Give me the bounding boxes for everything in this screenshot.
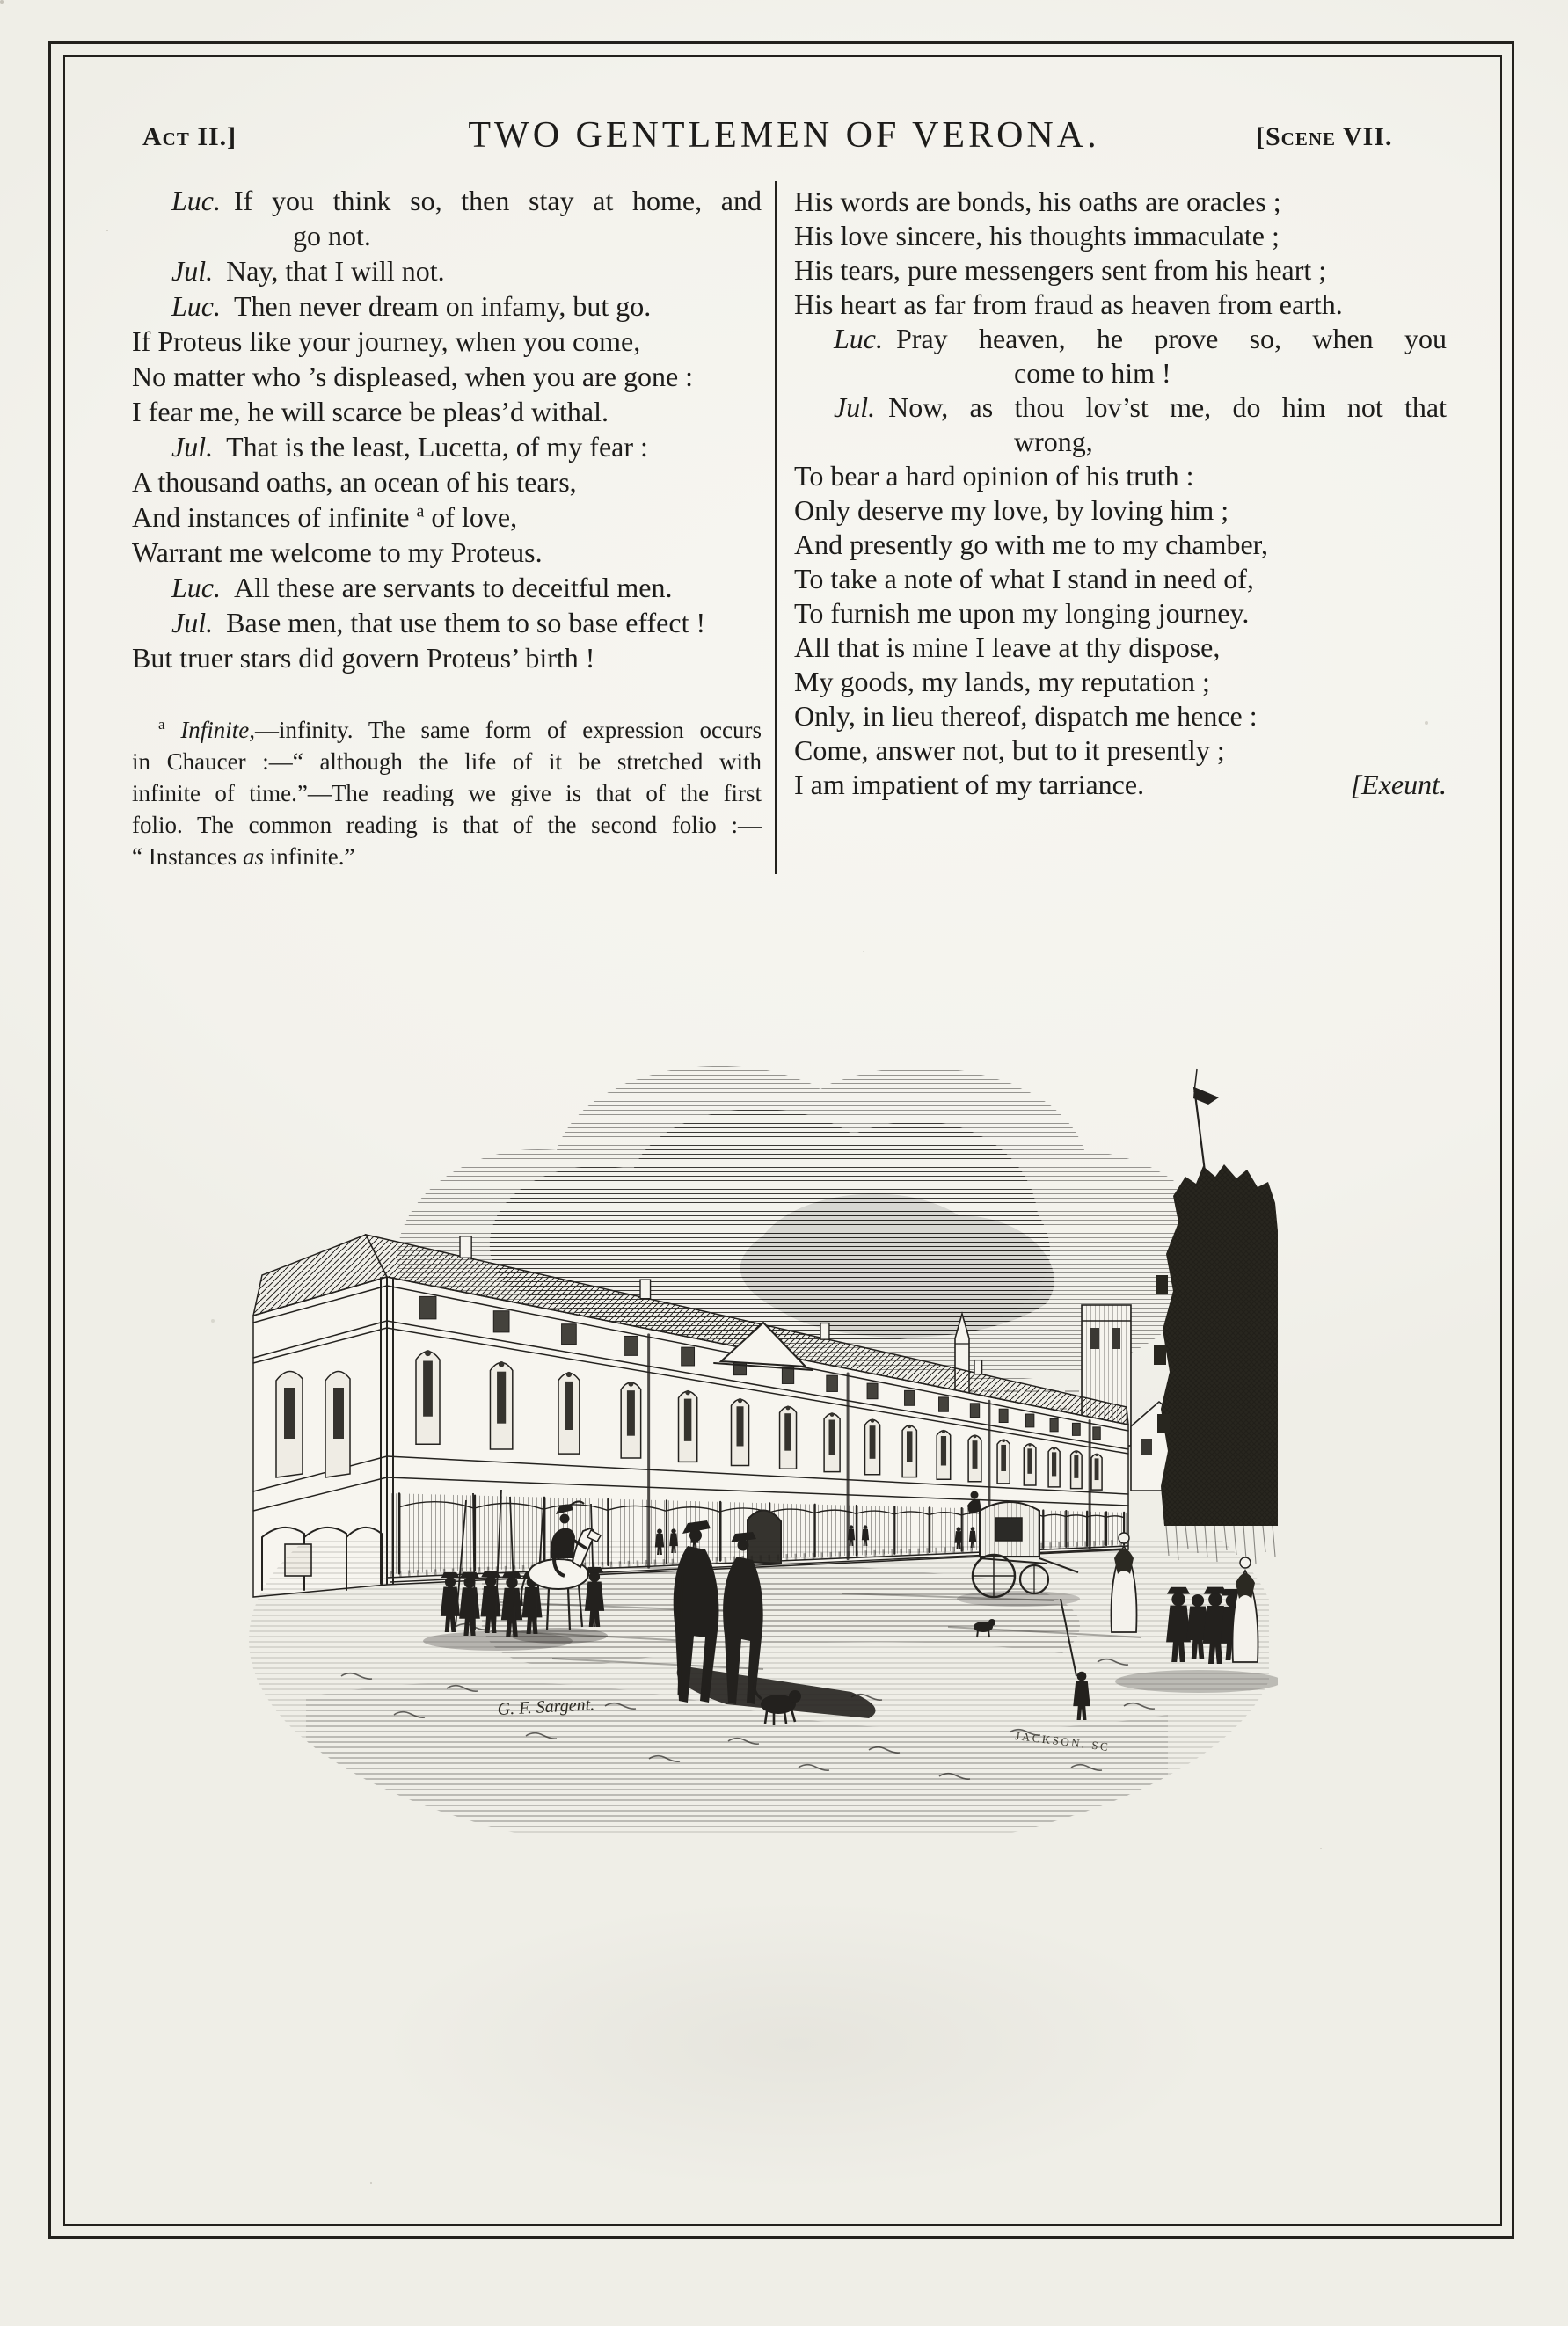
column-rule [775,181,777,874]
verse-line [794,356,1447,390]
verse-line [794,528,1447,562]
verse-line [794,459,1447,493]
text-column-left [132,183,762,675]
verse-line [132,183,762,218]
verse-line [794,425,1447,459]
verse-line [794,493,1447,528]
verse-line [794,288,1447,322]
verse-text: To furnish me upon my longing journey. [794,597,1250,629]
verse-text: My goods, my lands, my reputation ; [794,666,1210,697]
verse-line [132,464,762,499]
verse-text: Warrant me welcome to my Proteus. [132,536,543,568]
verse-line [132,429,762,464]
verse-line [132,640,762,675]
verse-text: Only, in lieu thereof, dispatch me hence : [794,700,1258,732]
verse-line [794,596,1447,631]
verse-text: Then never dream on infamy, but go. [234,290,652,322]
verse-text: All that is mine I leave at thy dispose, [794,631,1221,663]
verse-text: To bear a hard opinion of his truth : [794,460,1194,492]
verse-text: If you think so, then stay at home, and [234,185,762,216]
speaker-name: Luc. [171,290,221,322]
verse-line [132,499,762,535]
verse-text: I fear me, he will scarce be pleas’d withal. [132,396,609,427]
verse-line [794,185,1447,219]
speaker-name: Jul. [834,391,876,423]
verse-line [794,768,1447,802]
speaker-name: Luc. [834,323,883,354]
verse-text: And presently go with me to my chamber, [794,529,1269,560]
verse-text: go not. [293,220,371,252]
footnote-line [132,841,762,872]
footnote-line [132,714,762,746]
footnote-text: in Chaucer :—“ although the life of it be stretched with [132,748,762,775]
verse-text: Come, answer not, but to it presently ; [794,734,1225,766]
running-head-scene: [Scene VII. [1256,122,1393,151]
footnote-text: infinite of time.”—The reading we give is that of the first [132,780,762,806]
verse-text: His heart as far from fraud as heaven from earth. [794,288,1343,320]
verse-line [794,562,1447,596]
running-head-act: Act II.] [142,122,237,151]
verse-text: And instances of infinite [132,501,410,533]
verse-text: His love sincere, his thoughts immaculate ; [794,220,1280,252]
verse-line [794,253,1447,288]
verse-text: Only deserve my love, by loving him ; [794,494,1229,526]
verse-text: Base men, that use them to so base effect ! [226,607,706,638]
verse-text: His tears, pure messengers sent from his heart ; [794,254,1327,286]
verse-text: Nay, that I will not. [226,255,445,287]
footnote-text: —infinity. The same form of expression occurs [255,717,762,743]
verse-line [794,390,1447,425]
footnote-text: infinite.” [263,843,355,870]
speaker-name: Jul. [171,607,214,638]
verse-text: Pray heaven, he prove so, when you [896,323,1447,354]
verse-line [132,535,762,570]
verse-text: come to him ! [1014,357,1171,389]
verse-text: His words are bonds, his oaths are oracles ; [794,186,1281,217]
speaker-name: Jul. [171,255,214,287]
footnote-ref: a [416,501,425,521]
verse-text: All these are servants to deceitful men. [234,572,673,603]
verse-line [132,324,762,359]
footnote-block [132,714,762,872]
verse-text: No matter who ’s displeased, when you are gone : [132,361,694,392]
verse-line [132,605,762,640]
speaker-name: Luc. [171,185,221,216]
verse-line [794,733,1447,768]
verse-text: That is the least, Lucetta, of my fear : [226,431,648,463]
verse-line [794,699,1447,733]
speaker-name: Jul. [171,431,214,463]
speaker-name: Luc. [171,572,221,603]
verse-text: wrong, [1014,426,1093,457]
verse-line [794,219,1447,253]
footnote-line [132,777,762,809]
footnote-marker: a [158,716,165,733]
footnote-italic: Infinite, [180,717,256,743]
engraver-signature: JACKSON. SC [1014,1729,1112,1754]
verse-line [132,288,762,324]
verse-text: To take a note of what I stand in need of, [794,563,1254,594]
verse-text: But truer stars did govern Proteus’ birth ! [132,642,595,674]
paper-specks [0,0,4,4]
verse-text: Now, as thou lov’st me, do him not that [888,391,1447,423]
verse-line [132,218,762,253]
artist-signature: G. F. Sargent. [497,1695,595,1719]
verse-line [794,322,1447,356]
stage-direction: [Exeunt. [1350,769,1447,800]
verse-text: I am impatient of my tarriance. [794,769,1145,800]
verse-text: A thousand oaths, an ocean of his tears, [132,466,577,498]
verse-line [132,253,762,288]
verse-line [794,665,1447,699]
verse-line [132,359,762,394]
running-head-title: TWO GENTLEMEN OF VERONA. [468,115,1100,156]
verse-text: If Proteus like your journey, when you come, [132,325,641,357]
footnote-line [132,746,762,777]
footnote-italic: as [242,843,264,870]
verse-text: of love, [431,501,518,533]
text-column-right [794,185,1447,802]
footnote-line [132,809,762,841]
footnote-text: folio. The common reading is that of the second folio :— [132,812,762,838]
verse-line [794,631,1447,665]
footnote-text: “ Instances [132,843,243,870]
verse-line [132,394,762,429]
verona-street-engraving [236,1011,1278,1847]
verse-line [132,570,762,605]
engraving-scene [249,1066,1278,1836]
